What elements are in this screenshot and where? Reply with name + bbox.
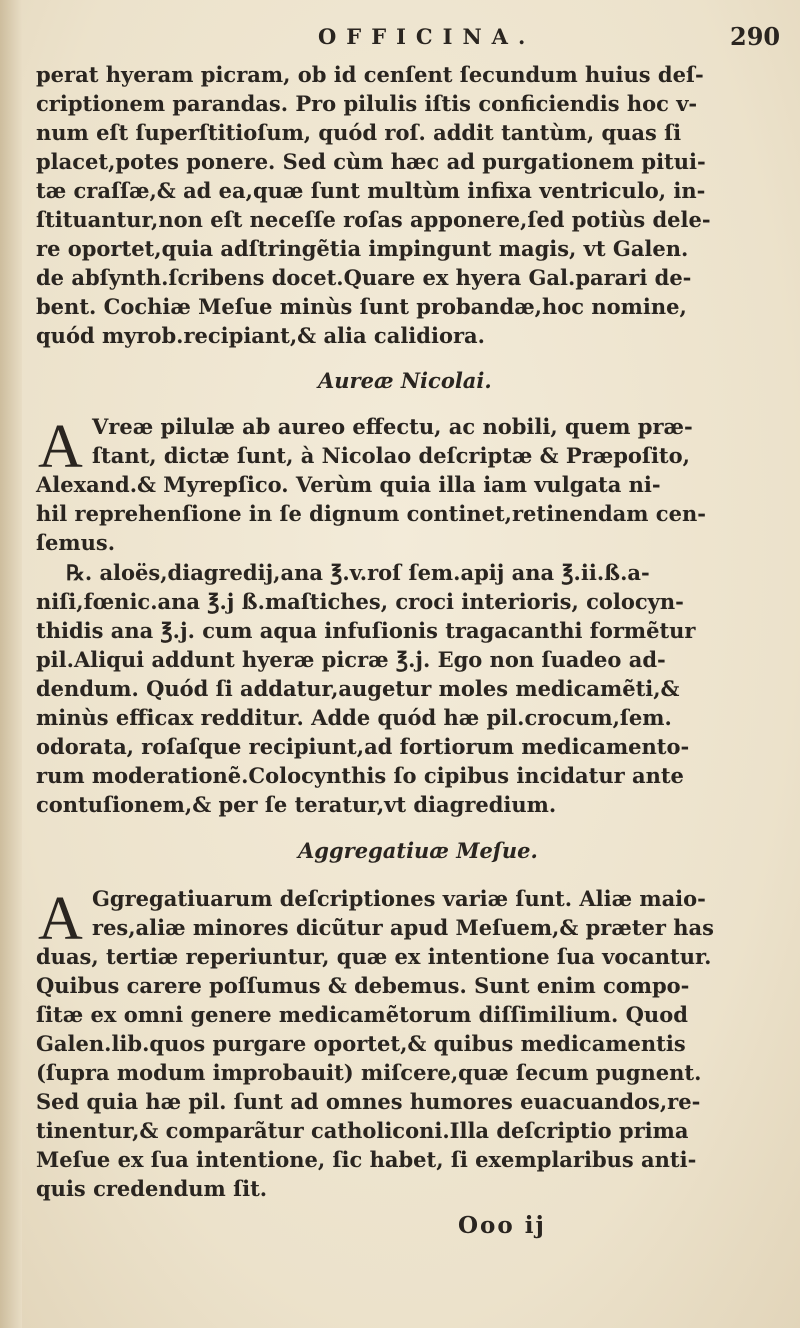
- text-line: re oportet,quia adſtringẽtia impingunt magis, vt Galen.: [36, 236, 689, 261]
- text-line: res,aliæ minores dicũtur apud Meſuem,& præter has: [92, 915, 714, 940]
- text-line: ſitæ ex omni genere medicamẽtorum diſſimilium. Quod: [36, 1002, 688, 1027]
- text-line: pil.Aliqui addunt hyeræ picræ ℥.j. Ego non ſuadeo ad-: [36, 647, 666, 672]
- text-line: tinentur,& comparãtur catholiconi.Illa deſcriptio prima: [36, 1118, 689, 1143]
- text-line: de abſynth.ſcribens docet.Quare ex hyera Gal.parari de-: [36, 265, 692, 290]
- page-gutter-shadow: [0, 0, 22, 1328]
- text-line: ℞. aloës,diagredij,ana ℥.v.roſ ſem.apij ana ℥.ii.ß.a-: [66, 560, 650, 585]
- section-heading: Aureæ Nicolai.: [318, 368, 492, 393]
- text-line: Sed quia hæ pil. ſunt ad omnes humores euacuandos,re-: [36, 1089, 701, 1114]
- text-line: placet,potes ponere. Sed cùm hæc ad purgationem pitui-: [36, 149, 706, 174]
- text-line: ſtant, dictæ ſunt, à Nicolao deſcriptæ & Præpoſito,: [92, 443, 690, 468]
- signature-mark: Ooo ij: [458, 1212, 546, 1239]
- text-line: criptionem parandas. Pro pilulis iſtis conficiendis hoc v-: [36, 91, 698, 116]
- drop-cap: A: [38, 413, 83, 481]
- running-head: OFFICINA.: [318, 24, 536, 49]
- page-header: [0, 18, 800, 58]
- text-line: bent. Cochiæ Meſue minùs ſunt probandæ,hoc nomine,: [36, 294, 687, 319]
- text-line: duas, tertiæ reperiuntur, quæ ex intentione ſua vocantur.: [36, 944, 712, 969]
- text-line: thidis ana ℥.j. cum aqua infuſionis tragacanthi formẽtur: [36, 618, 696, 643]
- drop-cap: A: [38, 885, 83, 953]
- text-line: Meſue ex ſua intentione, ſic habet, ſi exemplaribus anti-: [36, 1147, 697, 1172]
- text-line: Vreæ pilulæ ab aureo effectu, ac nobili, quem præ-: [92, 414, 693, 439]
- section-heading: Aggregatiuæ Meſue.: [298, 838, 538, 863]
- text-line: perat hyeram picram, ob id cenſent ſecundum huius deſ-: [36, 62, 704, 87]
- text-line: ſemus.: [36, 530, 116, 555]
- text-line: Ggregatiuarum deſcriptiones variæ ſunt. Aliæ maio-: [92, 886, 706, 911]
- text-line: Quibus carere poſſumus & debemus. Sunt enim compo-: [36, 973, 690, 998]
- text-line: tæ craſſæ,& ad ea,quæ ſunt multùm infixa ventriculo, in-: [36, 178, 706, 203]
- text-line: quis credendum ſit.: [36, 1176, 268, 1201]
- text-line: (ſupra modum improbauit) miſcere,quæ ſecum pugnent.: [36, 1060, 702, 1085]
- text-line: rum moderationẽ.Colocynthis ſo cipibus incidatur ante: [36, 763, 684, 788]
- text-line: num eſt ſuperſtitioſum, quód roſ. addit tantùm, quas ſi: [36, 120, 682, 145]
- text-line: Alexand.& Myrepſico. Verùm quia illa iam vulgata ni-: [36, 472, 661, 497]
- page-number: 290: [730, 22, 781, 51]
- text-line: odorata, roſaſque recipiunt,ad fortiorum medicamento-: [36, 734, 690, 759]
- text-line: quód myrob.recipiant,& alia calidiora.: [36, 323, 485, 348]
- text-line: niſi,fœnic.ana ℥.j ß.maſtiches, croci interioris, colocyn-: [36, 589, 684, 614]
- text-line: ſtituantur,non eſt neceſſe roſas apponere,ſed potiùs dele-: [36, 207, 711, 232]
- text-line: contuſionem,& per ſe teratur,vt diagredium.: [36, 792, 557, 817]
- text-line: hil reprehenſione in ſe dignum continet,retinendam cen-: [36, 501, 706, 526]
- text-line: Galen.lib.quos purgare oportet,& quibus medicamentis: [36, 1031, 686, 1056]
- text-line: dendum. Quód ſi addatur,augetur moles medicamẽti,&: [36, 676, 680, 701]
- text-line: minùs efficax redditur. Adde quód hæ pil.crocum,ſem.: [36, 705, 672, 730]
